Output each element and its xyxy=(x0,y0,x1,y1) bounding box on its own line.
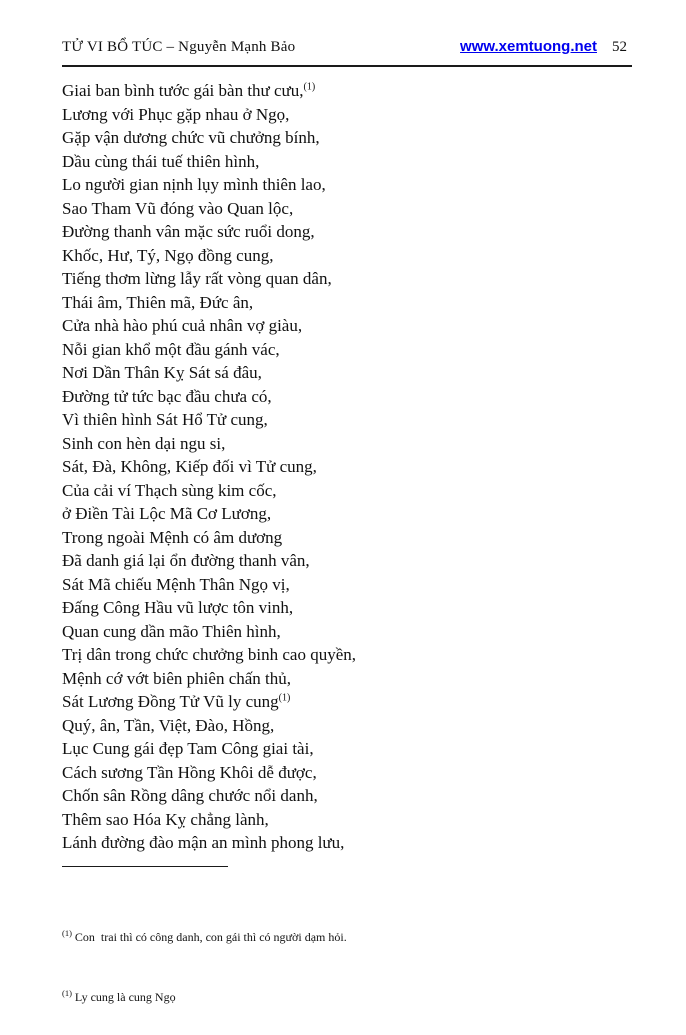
poem-line xyxy=(62,385,646,409)
footnote-item xyxy=(62,987,646,1005)
poem-line xyxy=(62,197,646,221)
poem-line-text: Lương với Phục gặp nhau ở Ngọ, xyxy=(62,104,290,124)
footnote-ref: (1) xyxy=(303,81,316,93)
poem-line-text: Vì thiên hình Sát Hổ Tử cung, xyxy=(62,410,268,429)
poem-line xyxy=(62,714,646,738)
poem-line xyxy=(62,361,646,385)
poem-line-text: Nỗi gian khổ một đầu gánh vác, xyxy=(62,339,280,359)
poem-line xyxy=(62,220,646,244)
poem-line xyxy=(62,667,646,691)
poem-line xyxy=(62,314,646,338)
website-link[interactable]: www.xemtuong.net xyxy=(460,38,597,55)
poem-line xyxy=(62,643,646,667)
footnote-item xyxy=(62,927,646,945)
poem-line xyxy=(62,103,646,127)
poem-line xyxy=(62,526,646,550)
poem-line xyxy=(62,173,646,197)
poem-line-text: Lục Cung gái đẹp Tam Công giai tài, xyxy=(62,739,314,758)
poem-line-text: Của cải ví Thạch sùng kim cốc, xyxy=(62,480,277,500)
poem-line xyxy=(62,784,646,808)
poem-line xyxy=(62,620,646,644)
book-title: TỬ VI BỔ TÚC – Nguyễn Mạnh Bảo xyxy=(62,39,296,55)
poem-line xyxy=(62,432,646,456)
poem-body xyxy=(62,79,646,855)
poem-line-text: Sao Tham Vũ đóng vào Quan lộc, xyxy=(62,198,294,218)
poem-line xyxy=(62,690,646,714)
footnote-marker: (1) xyxy=(62,987,72,998)
poem-line-text: Tiếng thơm lừng lẫy rất vòng quan dân, xyxy=(62,269,332,288)
poem-line-text: Cách sương Tần Hồng Khôi dễ được, xyxy=(62,762,317,782)
footnotes xyxy=(62,870,646,1035)
poem-line-text: Gặp vận dương chức vũ chưởng bính, xyxy=(62,128,320,147)
poem-line xyxy=(62,502,646,526)
poem-line-text: Dầu cùng thái tuế thiên hình, xyxy=(62,151,260,171)
poem-line-text: Sát Mã chiếu Mệnh Thân Ngọ vị, xyxy=(62,574,290,594)
poem-line-text: Đường tử tức bạc đầu chưa có, xyxy=(62,386,272,406)
poem-line xyxy=(62,808,646,832)
poem-line xyxy=(62,761,646,785)
page-header xyxy=(62,38,627,56)
page-number: 52 xyxy=(612,39,627,55)
poem-line xyxy=(62,831,646,855)
poem-line xyxy=(62,338,646,362)
poem-line-text: Sát, Đà, Không, Kiếp đối vì Tử cung, xyxy=(62,457,317,476)
poem-line-text: Lánh đường đào mận an mình phong lưu, xyxy=(62,833,345,852)
poem-line-text: Nơi Dần Thân Kỵ Sát sá đâu, xyxy=(62,363,262,382)
poem-line-text: Đã danh giá lại ổn đường thanh vân, xyxy=(62,551,310,570)
document-page xyxy=(0,38,686,1009)
footnote-separator xyxy=(62,866,228,867)
poem-line xyxy=(62,267,646,291)
poem-line-text: Quý, ân, Tần, Việt, Đào, Hồng, xyxy=(62,715,275,735)
poem-line xyxy=(62,737,646,761)
poem-line xyxy=(62,479,646,503)
poem-line-text: Sát Lương Đồng Tử Vũ ly cung xyxy=(62,692,279,711)
poem-line-text: Giai ban bình tước gái bàn thư cưu, xyxy=(62,81,304,100)
poem-line xyxy=(62,291,646,315)
poem-line xyxy=(62,79,646,103)
header-right xyxy=(460,38,627,56)
footnote-ref: (1) xyxy=(278,692,291,704)
poem-line xyxy=(62,573,646,597)
poem-line xyxy=(62,150,646,174)
poem-line xyxy=(62,455,646,479)
poem-line xyxy=(62,244,646,268)
poem-line xyxy=(62,549,646,573)
poem-line xyxy=(62,126,646,150)
poem-line-text: Cửa nhà hào phú cuả nhân vợ giàu, xyxy=(62,316,303,335)
poem-line-text: Đường thanh vân mặc sức ruổi dong, xyxy=(62,222,315,241)
poem-line-text: Thêm sao Hóa Kỵ chẳng lành, xyxy=(62,809,269,829)
poem-line-text: ở Điền Tài Lộc Mã Cơ Lương, xyxy=(62,504,272,523)
poem-line xyxy=(62,408,646,432)
poem-line-text: Sinh con hèn dại ngu si, xyxy=(62,433,226,453)
poem-line-text: Quan cung dần mão Thiên hình, xyxy=(62,621,281,641)
footnote-text: Con trai thì có công danh, con gái thì có người dạm hỏi. xyxy=(71,929,347,944)
poem-line-text: Đấng Công Hầu vũ lược tôn vinh, xyxy=(62,598,294,617)
poem-line xyxy=(62,596,646,620)
poem-line-text: Lo người gian nịnh lụy mình thiên lao, xyxy=(62,175,326,194)
footnote-text: Ly cung là cung Ngọ xyxy=(71,989,176,1004)
poem-line-text: Thái âm, Thiên mã, Đức ân, xyxy=(62,292,254,312)
poem-line-text: Khốc, Hư, Tý, Ngọ đồng cung, xyxy=(62,245,274,265)
poem-line-text: Mệnh cớ vớt biên phiên chấn thủ, xyxy=(62,668,292,688)
footnote-marker: (1) xyxy=(62,927,72,938)
poem-line-text: Trong ngoài Mệnh có âm dương xyxy=(62,527,283,547)
poem-line-text: Trị dân trong chức chưởng binh cao quyền, xyxy=(62,645,357,664)
poem-line-text: Chốn sân Rồng dâng chước nổi danh, xyxy=(62,786,318,805)
header-rule xyxy=(62,65,632,67)
